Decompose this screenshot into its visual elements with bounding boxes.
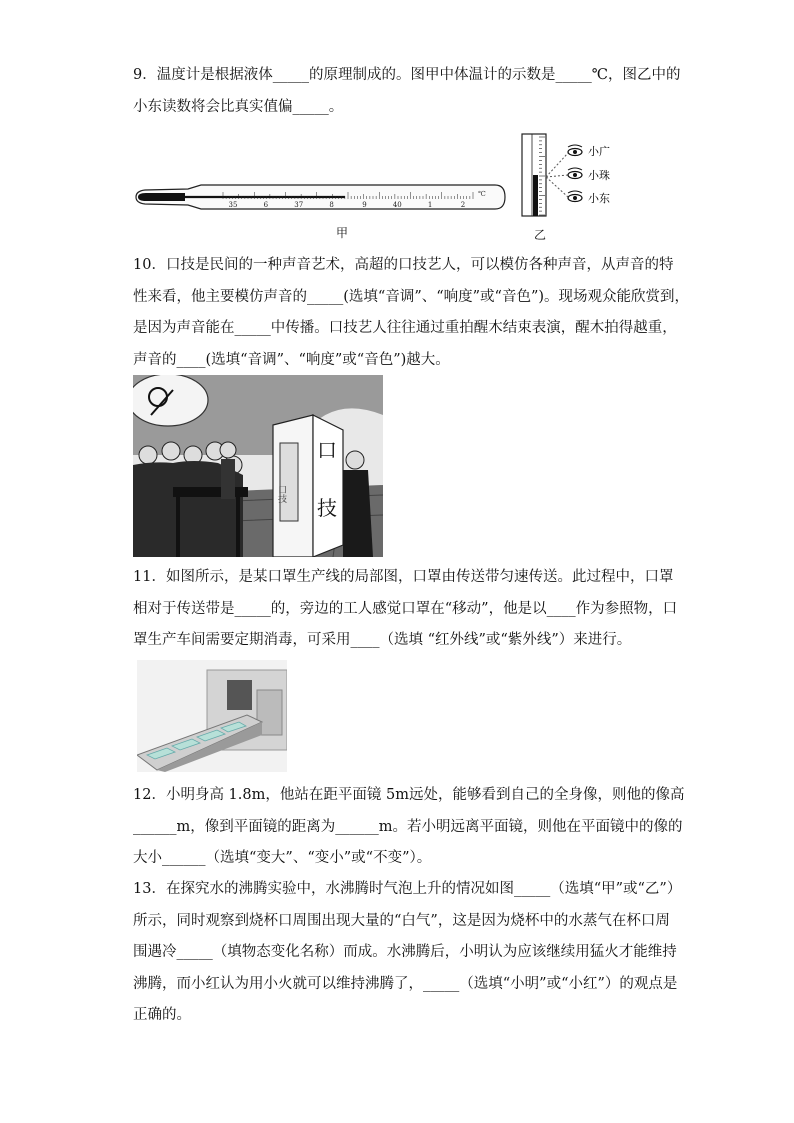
scale-label: 37 [294, 201, 304, 209]
question-11-line-1: 11．如图所示，是某口罩生产线的局部图，口罩由传送带匀速传送。此过程中，口罩 [133, 569, 674, 585]
scale-label: 8 [329, 201, 334, 209]
observer-label-2: 小珠 [588, 169, 610, 182]
question-9 [133, 60, 681, 123]
scale-label: 35 [228, 201, 238, 209]
observer-label-1: 小广 [588, 145, 610, 158]
question-10 [133, 250, 690, 376]
question-13-line-5: 正确的。 [133, 1007, 191, 1023]
standing-figure [220, 442, 236, 499]
question-13 [133, 874, 682, 1032]
question-10-line-2: 性来看，他主要模仿声音的_____(选填“音调”、“响度”或“音色”)。现场观众能欣赏到， [133, 288, 690, 305]
question-13-line-4: 沸腾，而小红认为用小火就可以维持沸腾了，_____（选填“小明”或“小红”）的观点是 [133, 975, 678, 992]
sightline-middle [546, 175, 568, 177]
question-13-line-2: 所示，同时观察到烧杯口周围出现大量的“白气”，这是因为烧杯中的水蒸气在杯口周 [133, 912, 670, 929]
observer-label-3: 小东 [588, 192, 610, 205]
mask-production-line-photo [137, 660, 287, 772]
question-11-line-3: 罩生产车间需要定期消毒，可采用____（选填 “红外线”或“紫外线”）来进行。 [133, 632, 632, 648]
scale-label: 9 [362, 201, 367, 209]
question-13-line-3: 围遇冷_____（填物态变化名称）而成。水沸腾后，小明认为应该继续用猛火才能维持 [133, 944, 677, 960]
clinical-thermometer-figure [133, 180, 513, 214]
thought-bubble [133, 375, 208, 426]
kouji-performance-illustration [133, 375, 383, 557]
question-10-line-3: 是因为声音能在_____中传播。口技艺人往往通过重拍醒木结束表演，醒木拍得越重， [133, 320, 677, 336]
question-11-line-2: 相对于传送带是_____的，旁边的工人感觉口罩在“移动”，他是以____作为参照物，口 [133, 600, 678, 617]
screen-text-kou: 口 [317, 438, 337, 462]
question-12-line-2: ______m，像到平面镜的距离为______m。若小明远离平面镜，则他在平面镜中的像的 [133, 818, 683, 835]
question-13-line-1: 13．在探究水的沸腾实验中，水沸腾时气泡上升的情况如图_____（选填“甲”或“乙”） [133, 881, 682, 897]
screen-text-ji: 技 [317, 496, 337, 520]
thermometer-unit: ℃ [478, 190, 486, 198]
eye-icon [568, 191, 582, 202]
scale-label: 1 [427, 201, 433, 209]
eye-icon [568, 168, 582, 179]
question-12-line-1: 12．小明身高 1.8m，他站在距平面镜 5m远处，能够看到自己的全身像，则他的像高 [133, 787, 685, 803]
question-10-line-4: 声音的____(选填“音调”、“响度”或“音色”)越大。 [133, 351, 450, 368]
figure-caption-yi: 乙 [534, 228, 547, 242]
question-10-line-1: 10．口技是民间的一种声音艺术，高超的口技艺人，可以模仿各种声音，从声音的特 [133, 257, 674, 273]
sightline-top [546, 153, 568, 177]
figure-caption-jia: 甲 [336, 226, 349, 240]
sightline-bottom [546, 177, 568, 197]
thermometer-bulb [138, 193, 185, 201]
scale-label: 2 [460, 201, 466, 209]
question-9-line-1: 9．温度计是根据液体_____的原理制成的。图甲中体温计的示数是_____℃，图乙中的 [133, 67, 681, 83]
scale-label: 6 [263, 201, 269, 209]
eye-icon [568, 145, 582, 156]
screen-panel-text: 口技 [276, 485, 286, 503]
question-12-line-3: 大小______（选填“变大”、“变小”或“不变”）。 [133, 850, 432, 866]
question-12 [133, 780, 685, 875]
scale-label: 40 [392, 201, 402, 209]
question-9-line-2: 小东读数将会比真实值偏_____。 [133, 98, 344, 115]
question-11 [133, 562, 678, 657]
reading-angle-figure [518, 133, 638, 219]
liquid-column [533, 175, 538, 216]
